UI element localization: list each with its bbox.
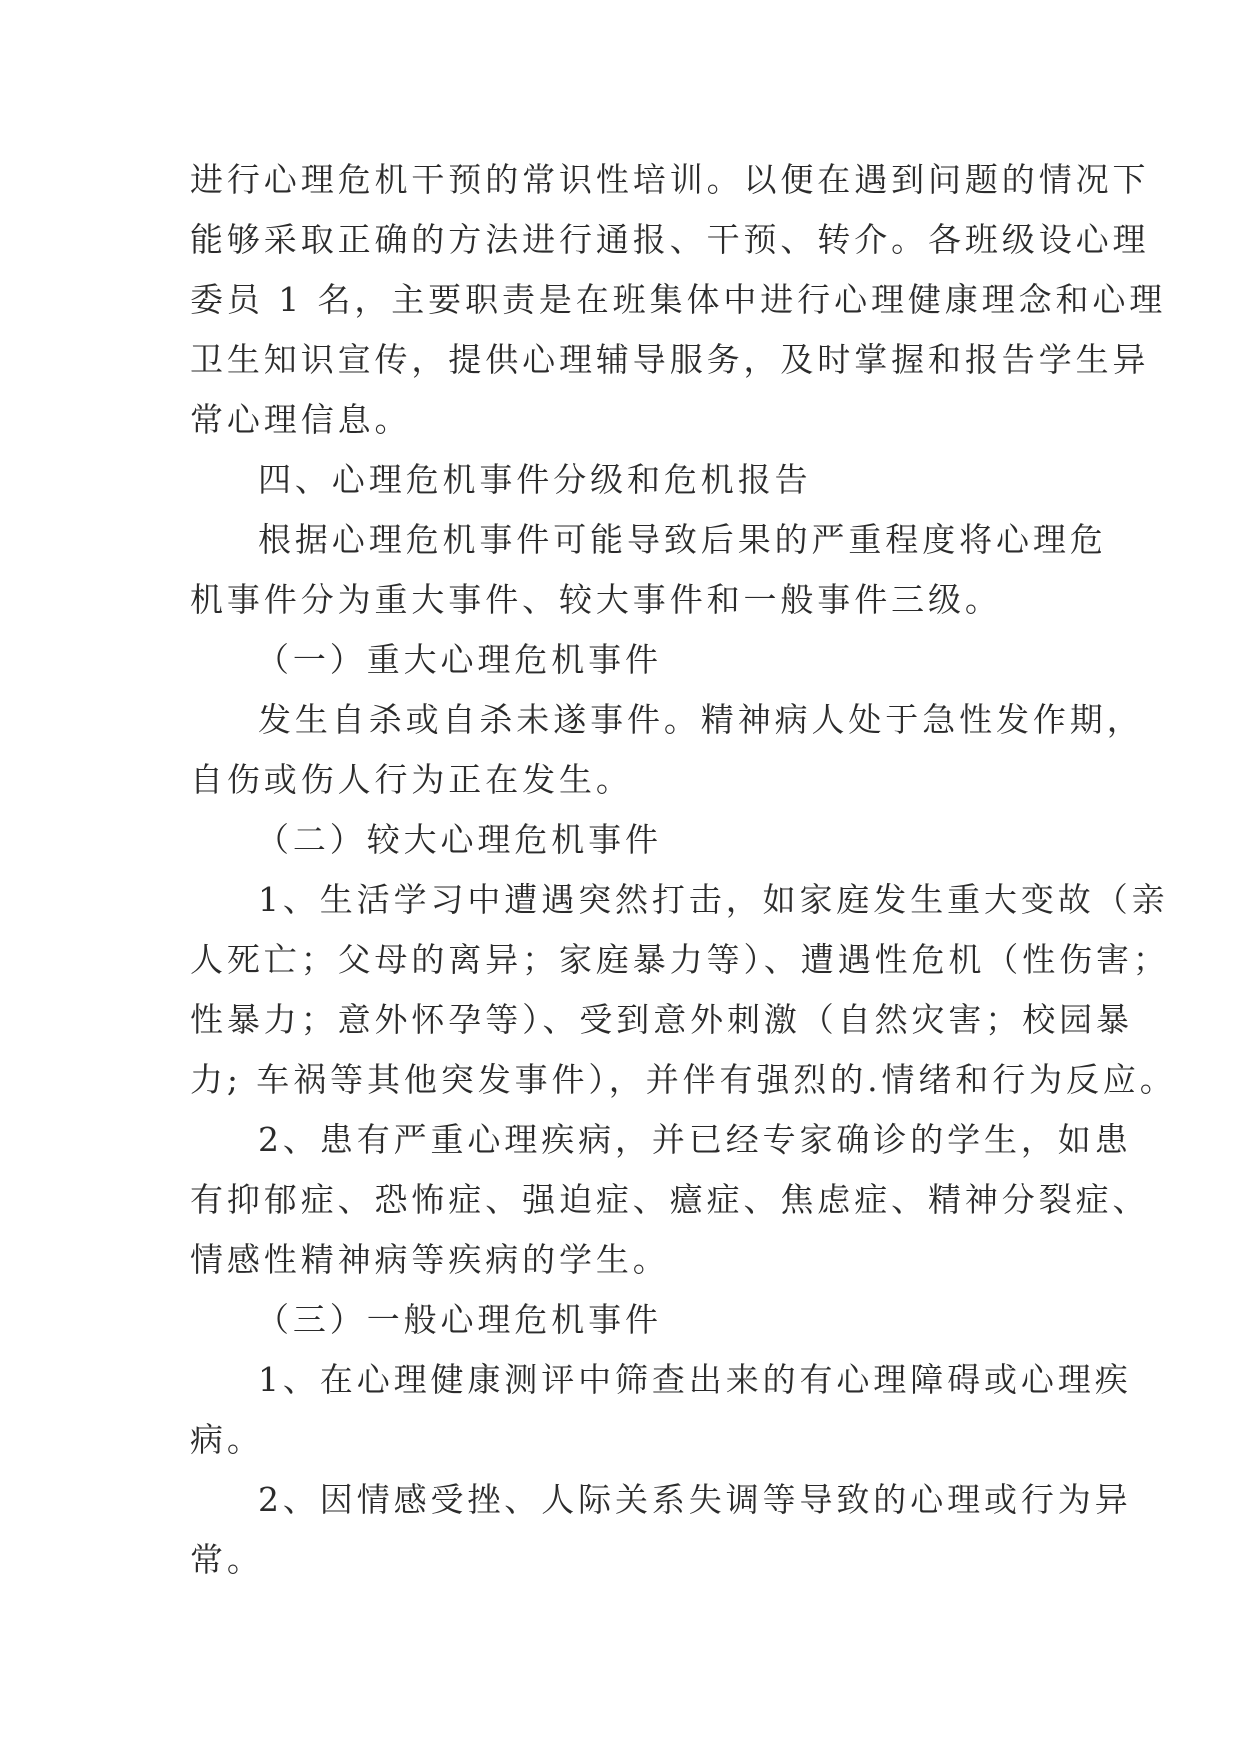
list-item: 1、生活学习中遭遇突然打击，如家庭发生重大变故（亲 (258, 880, 1169, 919)
paragraph-line: 自伤或伤人行为正在发生。 (190, 760, 633, 799)
paragraph-line: 卫生知识宣传，提供心理辅导服务，及时掌握和报告学生异 (190, 340, 1150, 379)
subsection-heading: （三）一般心理危机事件 (256, 1300, 662, 1339)
paragraph-line: 情感性精神病等疾病的学生。 (190, 1240, 670, 1279)
paragraph-line: 进行心理危机干预的常识性培训。以便在遇到问题的情况下 (190, 160, 1150, 199)
paragraph-line: 性暴力；意外怀孕等）、受到意外刺激（自然灾害；校园暴 (190, 1000, 1133, 1039)
list-item: 1、在心理健康测评中筛查出来的有心理障碍或心理疾 (258, 1360, 1132, 1399)
paragraph-line: 人死亡；父母的离异；家庭暴力等）、遭遇性危机（性伤害； (190, 940, 1170, 979)
paragraph-line: 发生自杀或自杀未遂事件。精神病人处于急性发作期， (258, 700, 1144, 739)
paragraph-line: 常。 (190, 1540, 264, 1579)
subsection-heading: （二）较大心理危机事件 (256, 820, 662, 859)
subsection-heading: （一）重大心理危机事件 (256, 640, 662, 679)
paragraph-line: 机事件分为重大事件、较大事件和一般事件三级。 (190, 580, 1002, 619)
paragraph-line: 病。 (190, 1420, 264, 1459)
paragraph-line: 常心理信息。 (190, 400, 412, 439)
section-heading: 四、心理危机事件分级和危机报告 (258, 460, 812, 499)
list-item: 2、患有严重心理疾病，并已经专家确诊的学生，如患 (258, 1120, 1132, 1159)
paragraph-line: 根据心理危机事件可能导致后果的严重程度将心理危 (258, 520, 1107, 559)
paragraph-line: 有抑郁症、恐怖症、强迫症、癔症、焦虑症、精神分裂症、 (190, 1180, 1150, 1219)
paragraph-line: 能够采取正确的方法进行通报、干预、转介。各班级设心理 (190, 220, 1150, 259)
list-item: 2、因情感受挫、人际关系失调等导致的心理或行为异 (258, 1480, 1132, 1519)
paragraph-line: 力; 车祸等其他突发事件），并伴有强烈的.情绪和行为反应。 (190, 1060, 1177, 1099)
paragraph-line: 委员 1 名，主要职责是在班集体中进行心理健康理念和心理 (190, 280, 1167, 319)
